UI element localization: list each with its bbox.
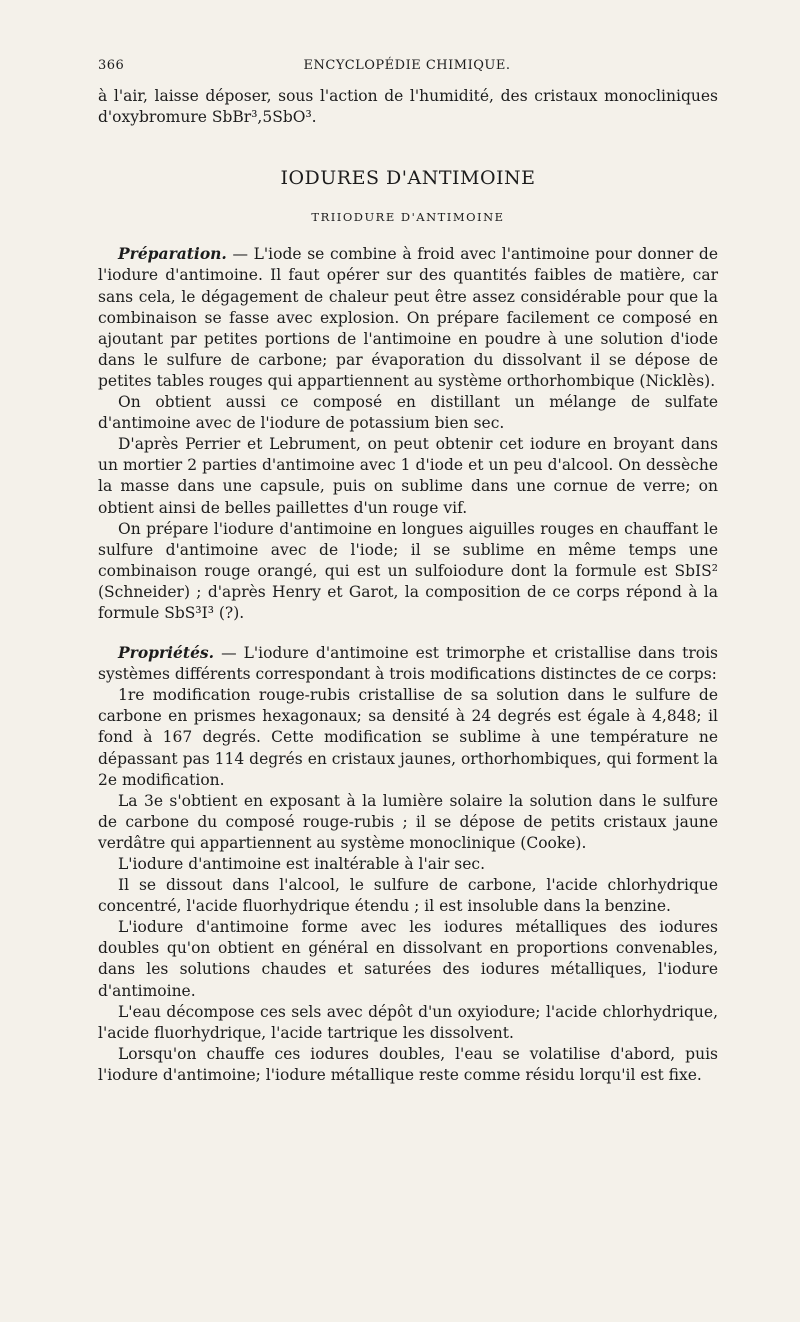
page-body xyxy=(98,86,718,1086)
proprietes-text-1: — L'iodure d'antimoine est trimorphe et cristallise dans trois systèmes différents correspondant à trois modifications distinctes de ce corps: xyxy=(98,644,718,684)
preparation-paragraph-4: On prépare l'iodure d'antimoine en longues aiguilles rouges en chauffant le sulfure d'antimoine avec de l'iode; il se sublime en même temps une combinaison rouge orangé, qui est un sulfoiodure dont la formule est SbIS² (Schneider) ; d'après Henry et Garot, la composition de ce corps répond à la formule SbS³I³ (?). xyxy=(98,519,718,622)
section-title: IODURES D'ANTIMOINE xyxy=(280,167,536,190)
preparation-paragraph-2: On obtient aussi ce composé en distillant un mélange de sulfate d'antimoine avec de l'iodure de potassium bien sec. xyxy=(98,393,718,433)
proprietes-paragraph-2: 1re modification rouge-rubis cristallise de sa solution dans le sulfure de carbone en prismes hexagonaux; sa densité à 24 degrés est égale à 4,848; il fond à 167 degrés. Cette modification se sublime à une température ne dépassant pas 114 degrés en cristaux jaunes, orthorhombiques, qui forment la 2e modification. xyxy=(98,686,718,789)
proprietes-paragraph-7: L'eau décompose ces sels avec dépôt d'un oxyiodure; l'acide chlorhydrique, l'acide fluorhydrique, l'acide tartrique les dissolvent. xyxy=(98,1002,718,1042)
opening-paragraph: à l'air, laisse déposer, sous l'action de l'humidité, des cristaux monocliniques d'oxybromure SbBr³,5SbO³. xyxy=(98,87,718,127)
preparation-paragraph-3: D'après Perrier et Lebrument, on peut obtenir cet iodure en broyant dans un mortier 2 parties d'antimoine avec 1 d'iode et un peu d'alcool. On dessèche la masse dans une capsule, puis on sublime dans une cornue de verre; on obtient ainsi de belles paillettes d'un rouge vif. xyxy=(98,435,718,517)
proprietes-paragraph-1 xyxy=(98,642,718,685)
preparation-lead: Préparation. xyxy=(118,244,227,264)
preparation-paragraph-1 xyxy=(98,243,718,392)
proprietes-lead: Propriétés. xyxy=(118,643,215,663)
proprietes-paragraph-4: L'iodure d'antimoine est inaltérable à l'air sec. xyxy=(118,855,486,873)
page-number: 366 xyxy=(98,58,125,73)
proprietes-paragraph-6: L'iodure d'antimoine forme avec les iodures métalliques des iodures doubles qu'on obtient en général en dissolvant en proportions convenables, dans les solutions chaudes et saturées des iodures métalliques, l'iodure d'antimoine. xyxy=(98,918,718,1000)
running-title: ENCYCLOPÉDIE CHIMIQUE. xyxy=(303,58,511,73)
sub-title: TRIIODURE D'ANTIMOINE xyxy=(311,210,505,225)
proprietes-paragraph-5: Il se dissout dans l'alcool, le sulfure de carbone, l'acide chlorhydrique concentré, l'acide fluorhydrique étendu ; il est insoluble dans la benzine. xyxy=(98,876,718,916)
proprietes-paragraph-8: Lorsqu'on chauffe ces iodures doubles, l'eau se volatilise d'abord, puis l'iodure d'antimoine; l'iodure métallique reste comme résidu lorqu'il est fixe. xyxy=(98,1044,718,1084)
proprietes-paragraph-3: La 3e s'obtient en exposant à la lumière solaire la solution dans le sulfure de carbone du composé rouge-rubis ; il se dépose de petits cristaux jaune verdâtre qui appartiennent au système monoclinique (Cooke). xyxy=(98,791,718,852)
preparation-text-1: — L'iode se combine à froid avec l'antimoine pour donner de l'iodure d'antimoine. Il faut opérer sur des quantités faibles de matière, car sans cela, le dégagement de chaleur peut être assez considérable pour que la combinaison se fasse avec explosion. On prépare facilement ce composé en ajoutant par petites portions de l'antimoine en poudre à une solution d'iode dans le sulfure de carbone; par évaporation du dissolvant il se dépose de petites tables rouges qui appartiennent au système orthorhombique (Nicklès). xyxy=(98,245,719,390)
